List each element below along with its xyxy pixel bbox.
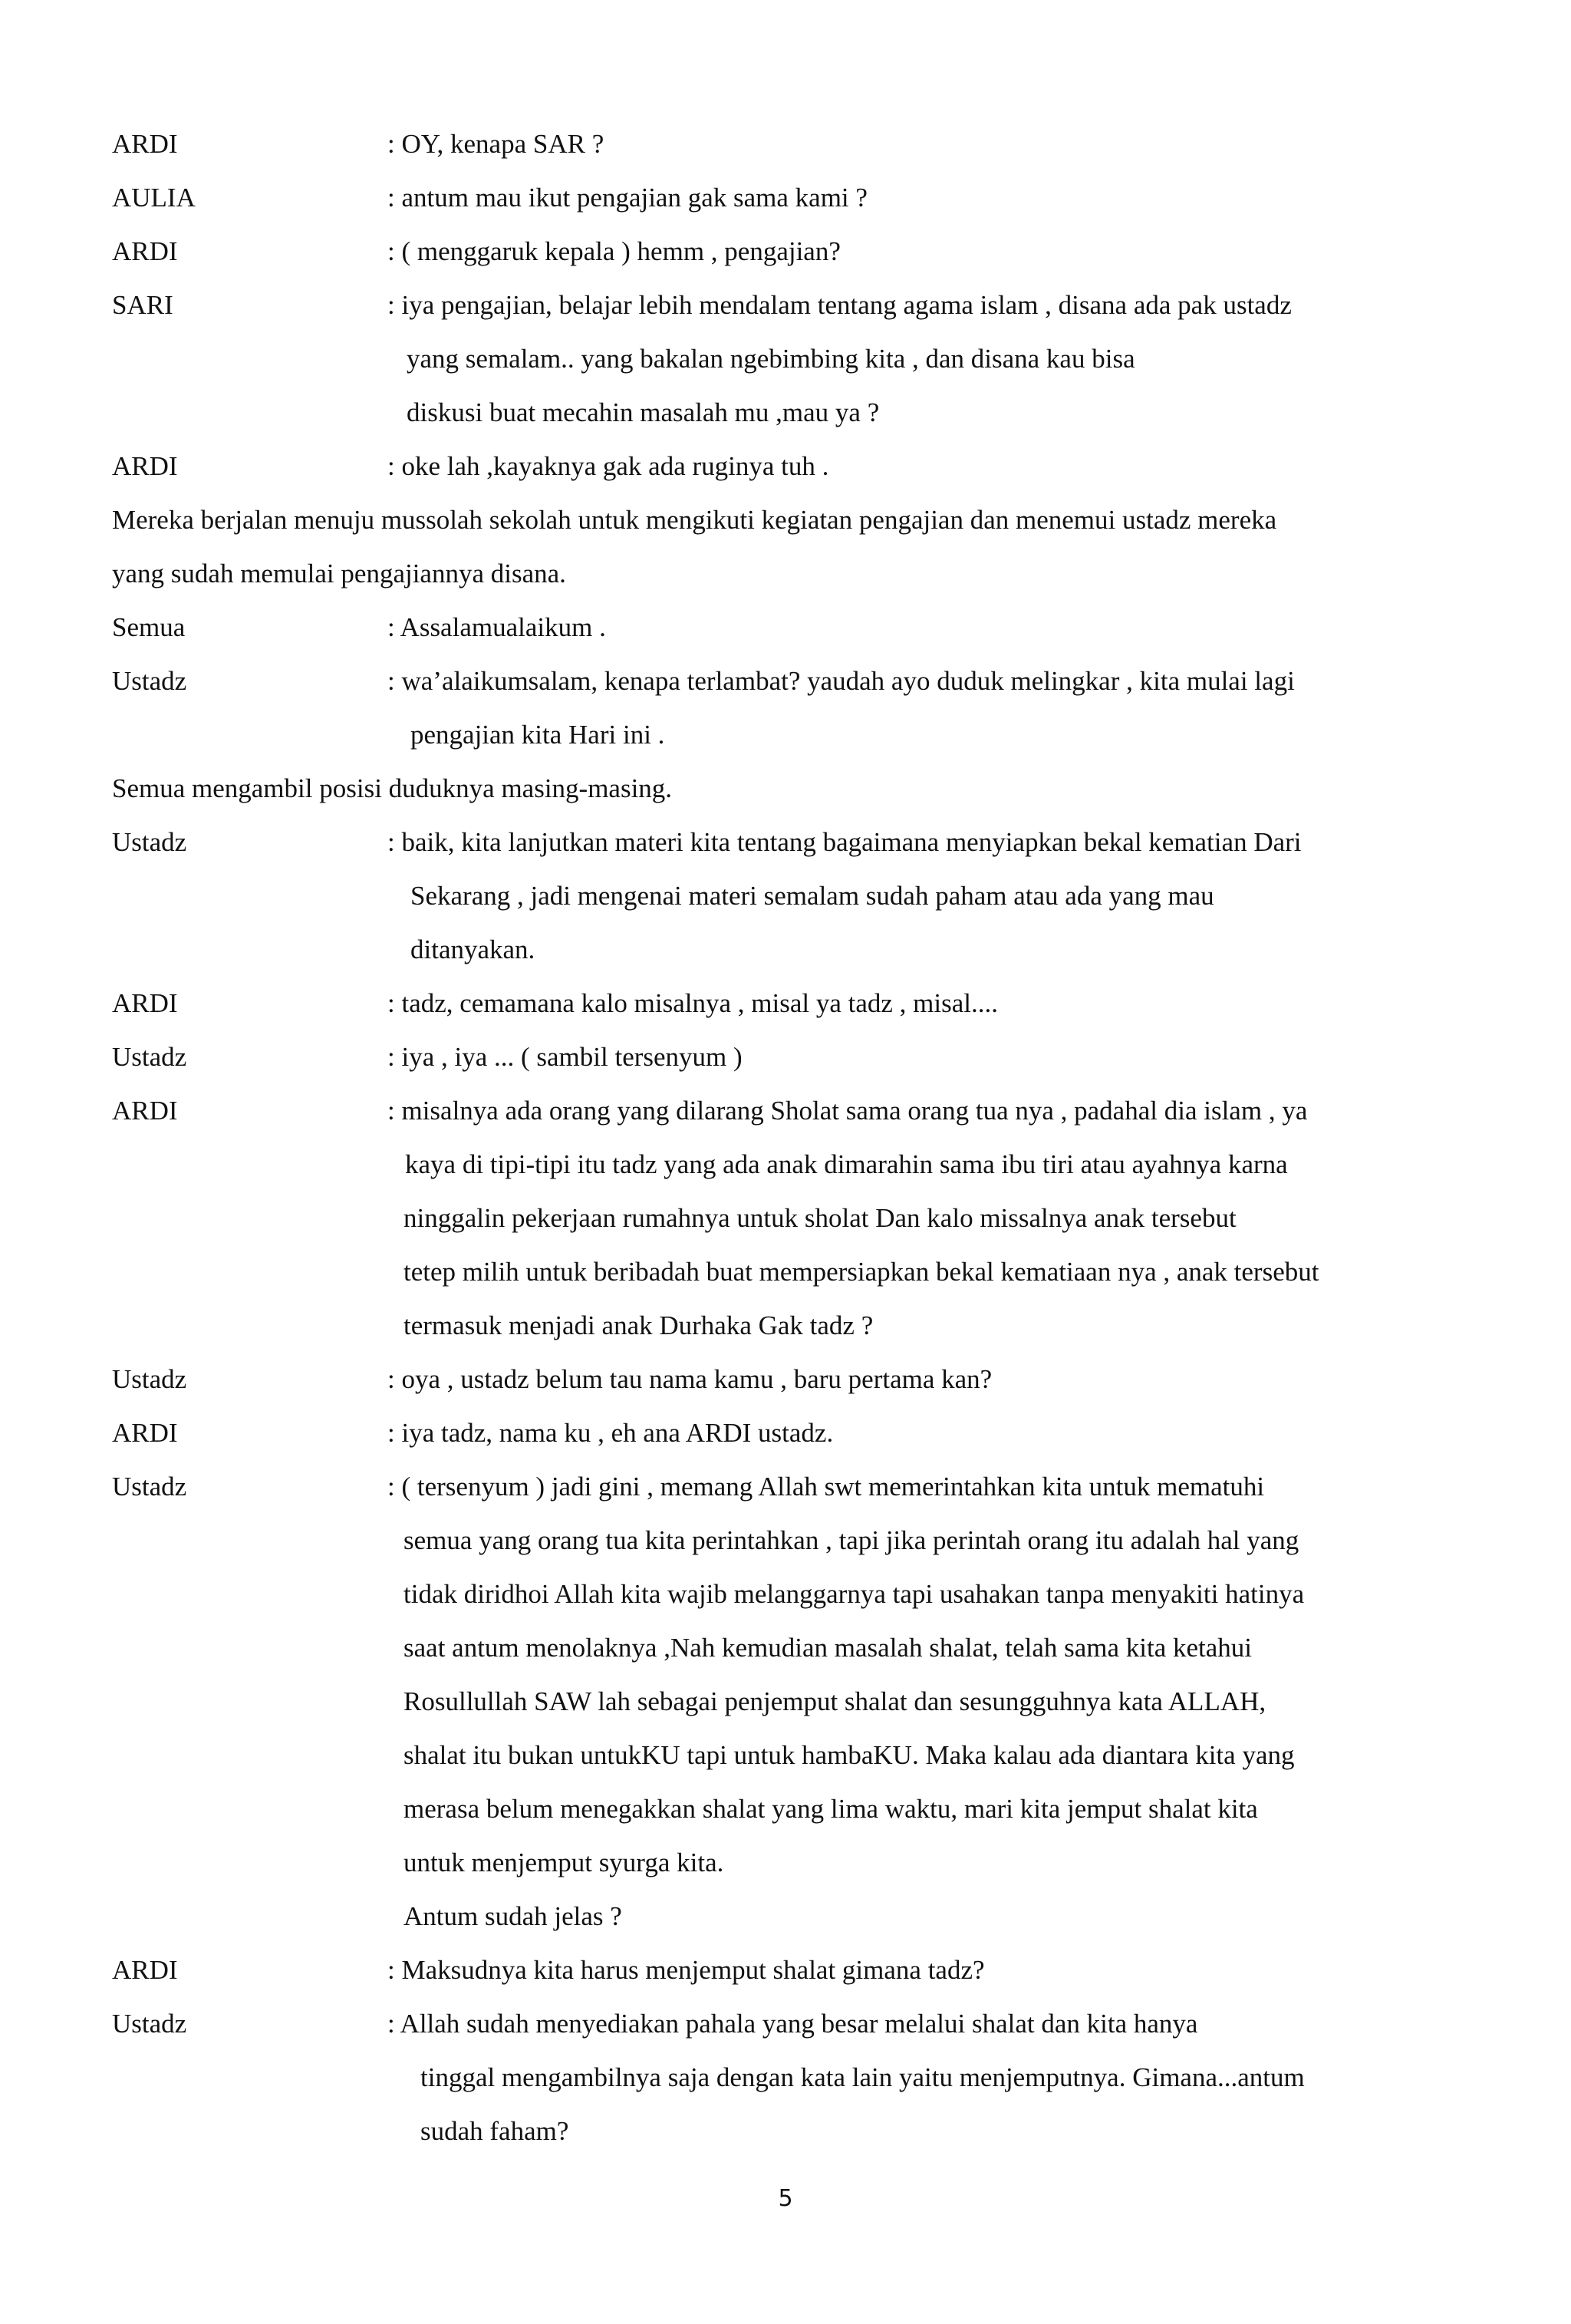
dialogue-text: : ( tersenyum ) jadi gini , memang Allah swt memerintahkan kita untuk mematuhi [387,1472,1265,1502]
dialogue-text: : baik, kita lanjutkan materi kita tentang bagaimana menyiapkan bekal kematian Dari [387,827,1302,857]
dialogue-text: : iya pengajian, belajar lebih mendalam tentang agama islam , disana ada pak ustadz [387,290,1292,320]
speaker-label: ARDI [112,129,178,159]
dialogue-continuation: untuk menjemput syurga kita. [403,1848,724,1877]
dialogue-text: : wa’alaikumsalam, kenapa terlambat? yaudah ayo duduk melingkar , kita mulai lagi [387,666,1295,696]
dialogue-text: : Assalamualaikum . [387,612,606,642]
speaker-label: Ustadz [112,2009,187,2039]
dialogue-text: : oya , ustadz belum tau nama kamu , baru pertama kan? [387,1364,993,1394]
dialogue-text: : antum mau ikut pengajian gak sama kami ? [387,183,868,213]
dialogue-continuation: shalat itu bukan untukKU tapi untuk hambaKU. Maka kalau ada diantara kita yang [403,1740,1295,1770]
dialogue-continuation: Sekarang , jadi mengenai materi semalam sudah paham atau ada yang mau [410,881,1214,911]
speaker-label: ARDI [112,988,178,1018]
speaker-label: ARDI [112,451,178,481]
dialogue-continuation: Antum sudah jelas ? [403,1901,622,1931]
dialogue-continuation: diskusi buat mecahin masalah mu ,mau ya ? [407,397,880,427]
speaker-label: Ustadz [112,666,187,696]
dialogue-continuation: Rosullullah SAW lah sebagai penjemput shalat dan sesungguhnya kata ALLAH, [403,1686,1266,1716]
dialogue-continuation: termasuk menjadi anak Durhaka Gak tadz ? [403,1310,874,1340]
dialogue-continuation: kaya di tipi-tipi itu tadz yang ada anak dimarahin sama ibu tiri atau ayahnya karna [405,1149,1288,1179]
speaker-label: Semua [112,612,186,642]
dialogue-continuation: yang semalam.. yang bakalan ngebimbing kita , dan disana kau bisa [407,344,1135,374]
dialogue-text: : ( menggaruk kepala ) hemm , pengajian? [387,236,841,266]
dialogue-continuation: saat antum menolaknya ,Nah kemudian masalah shalat, telah sama kita ketahui [403,1633,1253,1663]
dialogue-continuation: pengajian kita Hari ini . [410,720,665,750]
speaker-label: ARDI [112,1418,178,1448]
dialogue-continuation: ditanyakan. [410,935,535,964]
dialogue-text: : misalnya ada orang yang dilarang Sholat sama orang tua nya , padahal dia islam , ya [387,1096,1308,1126]
dialogue-continuation: merasa belum menegakkan shalat yang lima waktu, mari kita jemput shalat kita [403,1794,1258,1824]
dialogue-continuation: tidak diridhoi Allah kita wajib melanggarnya tapi usahakan tanpa menyakiti hatinya [403,1579,1305,1609]
dialogue-text: : Maksudnya kita harus menjemput shalat gimana tadz? [387,1955,985,1985]
dialogue-text: : oke lah ,kayaknya gak ada ruginya tuh . [387,451,829,481]
speaker-label: AULIA [112,183,196,213]
dialogue-continuation: tinggal mengambilnya saja dengan kata lain yaitu menjemputnya. Gimana...antum [420,2062,1305,2092]
speaker-label: Ustadz [112,1042,187,1072]
speaker-label: ARDI [112,1096,178,1126]
speaker-label: ARDI [112,236,178,266]
dialogue-continuation: sudah faham? [420,2116,569,2146]
narration-text: yang sudah memulai pengajiannya disana. [112,559,566,588]
narration-text: Semua mengambil posisi duduknya masing-masing. [112,773,673,803]
dialogue-text: : OY, kenapa SAR ? [387,129,604,159]
dialogue-text: : Allah sudah menyediakan pahala yang besar melalui shalat dan kita hanya [387,2009,1198,2039]
speaker-label: Ustadz [112,1364,187,1394]
speaker-label: ARDI [112,1955,178,1985]
dialogue-text: : iya , iya ... ( sambil tersenyum ) [387,1042,743,1072]
dialogue-text: : iya tadz, nama ku , eh ana ARDI ustadz. [387,1418,834,1448]
page-number: 5 [778,2185,793,2212]
narration-text: Mereka berjalan menuju mussolah sekolah untuk mengikuti kegiatan pengajian dan menemui ustadz mereka [112,505,1277,535]
dialogue-continuation: tetep milih untuk beribadah buat mempersiapkan bekal kematiaan nya , anak tersebut [403,1257,1319,1287]
speaker-label: Ustadz [112,1472,187,1502]
speaker-label: SARI [112,290,173,320]
dialogue-text: : tadz, cemamana kalo misalnya , misal ya tadz , misal.... [387,988,998,1018]
dialogue-continuation: ninggalin pekerjaan rumahnya untuk sholat Dan kalo missalnya anak tersebut [403,1203,1237,1233]
speaker-label: Ustadz [112,827,187,857]
dialogue-continuation: semua yang orang tua kita perintahkan , tapi jika perintah orang itu adalah hal yang [403,1525,1299,1555]
